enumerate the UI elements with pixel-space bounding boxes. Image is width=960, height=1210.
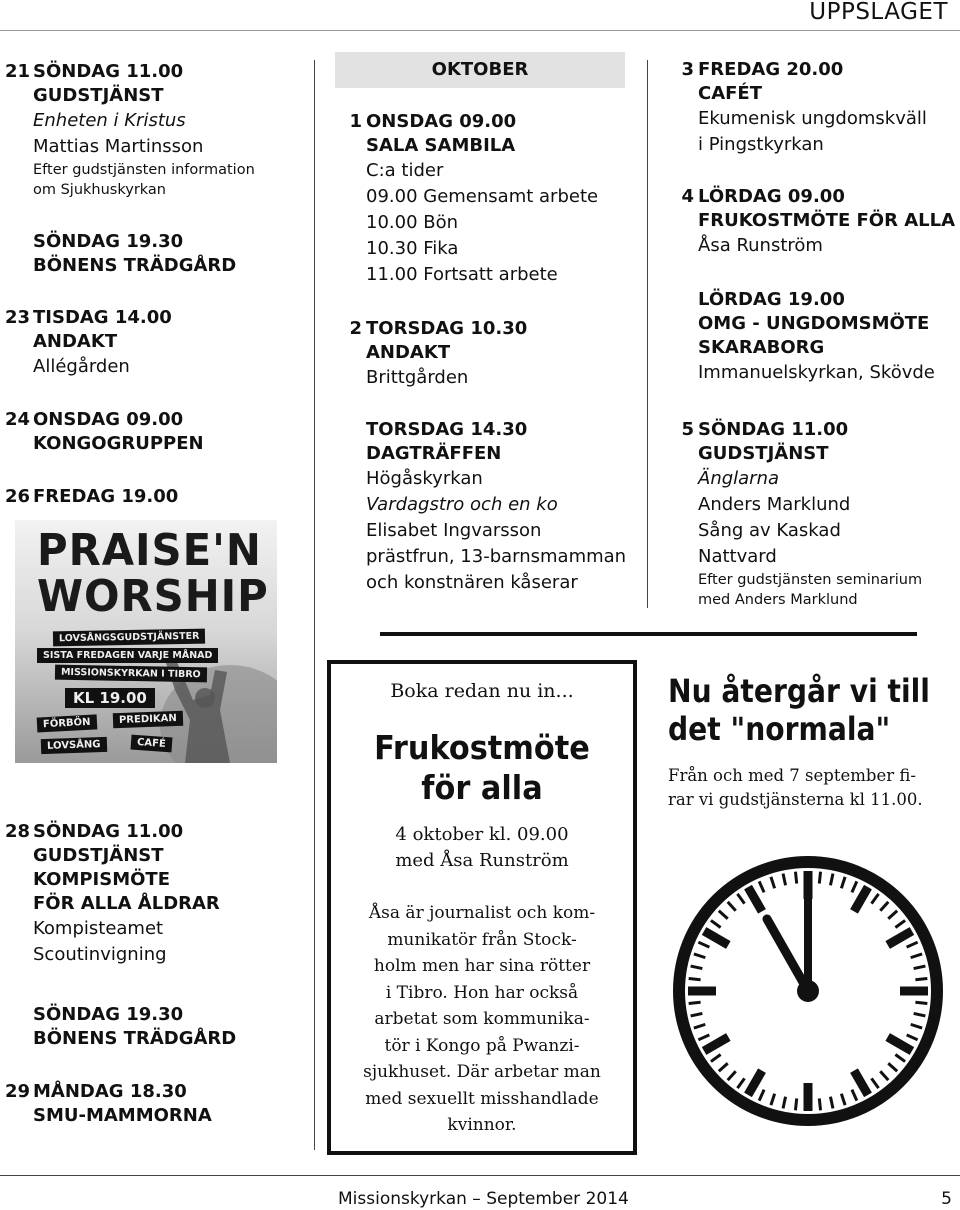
- poster-title-2: WORSHIP: [37, 571, 269, 622]
- ad-body-line: med sexuellt misshandlade: [365, 1088, 599, 1109]
- event-29: [5, 1080, 212, 1128]
- event-time: TORSDAG 14.30: [366, 419, 528, 440]
- event-time: MÅNDAG 18.30: [33, 1081, 187, 1102]
- month-label: OKTOBER: [431, 59, 529, 80]
- event-time: SÖNDAG 11.00: [698, 419, 849, 440]
- event-3: [681, 58, 927, 158]
- event-28: [5, 820, 220, 968]
- event-day-number: 4: [681, 186, 694, 207]
- poster-tag-1: LOVSÅNGSGUDSTJÄNSTER: [53, 629, 206, 647]
- event-note: med Anders Marklund: [698, 592, 858, 608]
- breakfast-ad-box: [327, 660, 637, 1155]
- event-place: Högåskyrkan: [366, 468, 483, 489]
- event-time: TISDAG 14.00: [33, 307, 172, 328]
- ad-body: [331, 900, 633, 1139]
- event-line: Nattvard: [698, 546, 777, 567]
- event-line: Kompisteamet: [33, 918, 164, 939]
- poster-tag-lovsang: LOVSÅNG: [41, 737, 107, 754]
- event-2: [349, 317, 528, 391]
- event-title: DAGTRÄFFEN: [366, 443, 502, 464]
- event-place: Brittgården: [366, 367, 469, 388]
- event-day-number: 21: [5, 61, 31, 82]
- event-theme: Vardagstro och en ko: [366, 494, 558, 515]
- notice-headline-2: det "normala": [668, 710, 891, 748]
- event-day-number: 2: [349, 318, 362, 339]
- event-1: [349, 110, 599, 288]
- ad-body-line: tör i Kongo på Pwanzi-: [384, 1035, 580, 1056]
- event-time: FREDAG 20.00: [698, 59, 844, 80]
- clock-minute-mark: [819, 1098, 820, 1110]
- clock-minute-mark: [795, 872, 796, 884]
- column-divider: [314, 60, 315, 1150]
- event-time: SÖNDAG 19.30: [33, 1004, 184, 1025]
- event-title: BÖNENS TRÄDGÅRD: [33, 255, 237, 276]
- event-title: FRUKOSTMÖTE FÖR ALLA: [698, 210, 956, 231]
- event-line: Sång av Kaskad: [698, 520, 841, 541]
- event-26: [5, 485, 179, 509]
- event-time: ONSDAG 09.00: [366, 111, 517, 132]
- notice-headline-1: Nu återgår vi till: [668, 672, 930, 710]
- event-person: Mattias Martinsson: [33, 136, 204, 157]
- event-title: OMG - UNGDOMSMÖTE: [698, 313, 930, 334]
- event-time: FREDAG 19.00: [33, 486, 179, 507]
- ad-kicker: Boka redan nu in...: [390, 680, 574, 702]
- event-4: [681, 185, 956, 259]
- clock-icon: [668, 851, 948, 1131]
- clock-minute-mark: [819, 872, 820, 884]
- ad-title-1: Frukostmöte: [374, 728, 590, 767]
- event-line: prästfrun, 13-barnsmamman: [366, 546, 627, 567]
- event-line: Ekumenisk ungdomskväll: [698, 108, 927, 129]
- ad-body-line: sjukhuset. Där arbetar man: [363, 1062, 601, 1082]
- section-separator: [380, 632, 917, 636]
- event-time: LÖRDAG 09.00: [698, 186, 845, 207]
- event-time: ONSDAG 09.00: [33, 409, 184, 430]
- column-divider: [647, 60, 648, 608]
- ad-date: 4 oktober kl. 09.00: [395, 824, 569, 845]
- notice-text: Från och med 7 september fi-: [668, 766, 916, 785]
- event-line: 10.00 Bön: [366, 212, 459, 233]
- event-note: om Sjukhuskyrkan: [33, 182, 166, 198]
- poster-title-1: PRAISE'N: [37, 525, 262, 576]
- event-24: [5, 408, 204, 456]
- event-title: FÖR ALLA ÅLDRAR: [33, 893, 220, 914]
- event-line: Immanuelskyrkan, Skövde: [698, 362, 935, 383]
- event-line: 11.00 Fortsatt arbete: [366, 264, 558, 285]
- ad-body-line: i Tibro. Hon har också: [385, 982, 579, 1003]
- event-theme: Änglarna: [698, 468, 780, 489]
- event-note: Efter gudstjänsten seminarium: [698, 572, 923, 588]
- clock-minute-mark: [915, 978, 927, 979]
- event-title: KOMPISMÖTE: [33, 869, 170, 890]
- event-title: GUDSTJÄNST: [33, 845, 164, 866]
- ad-with: med Åsa Runström: [395, 850, 569, 871]
- clock-minute-mark: [689, 978, 701, 979]
- event-title: SKARABORG: [698, 337, 825, 358]
- poster-tag-2: SISTA FREDAGEN VARJE MÅNAD: [37, 648, 218, 663]
- event-28-evening: [33, 1003, 236, 1051]
- event-day-number: 24: [5, 409, 31, 430]
- footer-rule: [0, 1175, 960, 1176]
- poster-tag-predikan: PREDIKAN: [113, 711, 183, 728]
- event-title: GUDSTJÄNST: [33, 85, 164, 106]
- notice-text: rar vi gudstjänsterna kl 11.00.: [668, 790, 923, 809]
- event-time: SÖNDAG 11.00: [33, 821, 184, 842]
- event-time: SÖNDAG 11.00: [33, 61, 184, 82]
- event-2-afternoon: [366, 418, 626, 596]
- ad-body-line: arbetat som kommunika-: [374, 1009, 590, 1029]
- event-21-evening: [33, 230, 236, 278]
- section-title: UPPSLAGET: [809, 0, 948, 25]
- event-title: KONGOGRUPPEN: [33, 433, 204, 454]
- event-day-number: 26: [5, 486, 31, 507]
- event-line: 10.30 Fika: [366, 238, 459, 259]
- event-23: [5, 306, 172, 380]
- event-line: Åsa Runström: [698, 235, 823, 256]
- event-5: [681, 418, 923, 610]
- ad-body-line: Åsa är journalist och kom-: [368, 903, 596, 923]
- footer-publication: Missionskyrkan – September 2014: [338, 1189, 629, 1209]
- event-line: C:a tider: [366, 160, 444, 181]
- event-line: Elisabet Ingvarsson: [366, 520, 542, 541]
- event-time: LÖRDAG 19.00: [698, 289, 845, 310]
- poster-tag-forbon: FÖRBÖN: [37, 714, 97, 732]
- event-title: SALA SAMBILA: [366, 135, 516, 156]
- praise-worship-poster: [15, 520, 277, 763]
- event-day-number: 3: [681, 59, 694, 80]
- month-banner: [335, 52, 625, 88]
- event-4-evening: [698, 288, 935, 386]
- poster-tag-cafe: CAFÉ: [131, 735, 173, 753]
- event-line: och konstnären kåserar: [366, 572, 578, 593]
- poster-tag-3: MISSIONSKYRKAN I TIBRO: [55, 665, 207, 683]
- event-time: TORSDAG 10.30: [366, 318, 528, 339]
- event-day-number: 1: [349, 111, 362, 132]
- event-title: BÖNENS TRÄDGÅRD: [33, 1028, 237, 1049]
- page-number: 5: [941, 1189, 952, 1209]
- event-theme: Enheten i Kristus: [33, 110, 186, 131]
- event-line: i Pingstkyrkan: [698, 134, 824, 155]
- event-time: SÖNDAG 19.30: [33, 231, 184, 252]
- event-day-number: 5: [681, 419, 694, 440]
- ad-body-line: holm men har sina rötter: [373, 956, 591, 976]
- clock-minute-mark: [689, 1002, 701, 1003]
- poster-time: KL 19.00: [65, 688, 155, 708]
- event-title: SMU-MAMMORNA: [33, 1105, 212, 1126]
- event-title: ANDAKT: [33, 331, 118, 352]
- event-title: GUDSTJÄNST: [698, 443, 829, 464]
- event-line: Scoutinvigning: [33, 944, 167, 965]
- event-line: 09.00 Gemensamt arbete: [366, 186, 599, 207]
- ad-title-2: för alla: [421, 768, 543, 807]
- event-title: ANDAKT: [366, 342, 451, 363]
- event-day-number: 23: [5, 307, 31, 328]
- event-day-number: 29: [5, 1081, 31, 1102]
- event-line: Anders Marklund: [698, 494, 851, 515]
- header-rule: [0, 30, 960, 31]
- event-place: Allégården: [33, 356, 130, 377]
- event-note: Efter gudstjänsten information: [33, 162, 255, 178]
- clock-minute-mark: [915, 1002, 927, 1003]
- event-title: CAFÉT: [698, 83, 763, 104]
- ad-body-line: kvinnor.: [447, 1115, 517, 1135]
- ad-body-line: munikatör från Stock-: [387, 929, 577, 950]
- event-day-number: 28: [5, 821, 31, 842]
- event-21: [5, 60, 255, 200]
- clock-minute-mark: [795, 1098, 796, 1110]
